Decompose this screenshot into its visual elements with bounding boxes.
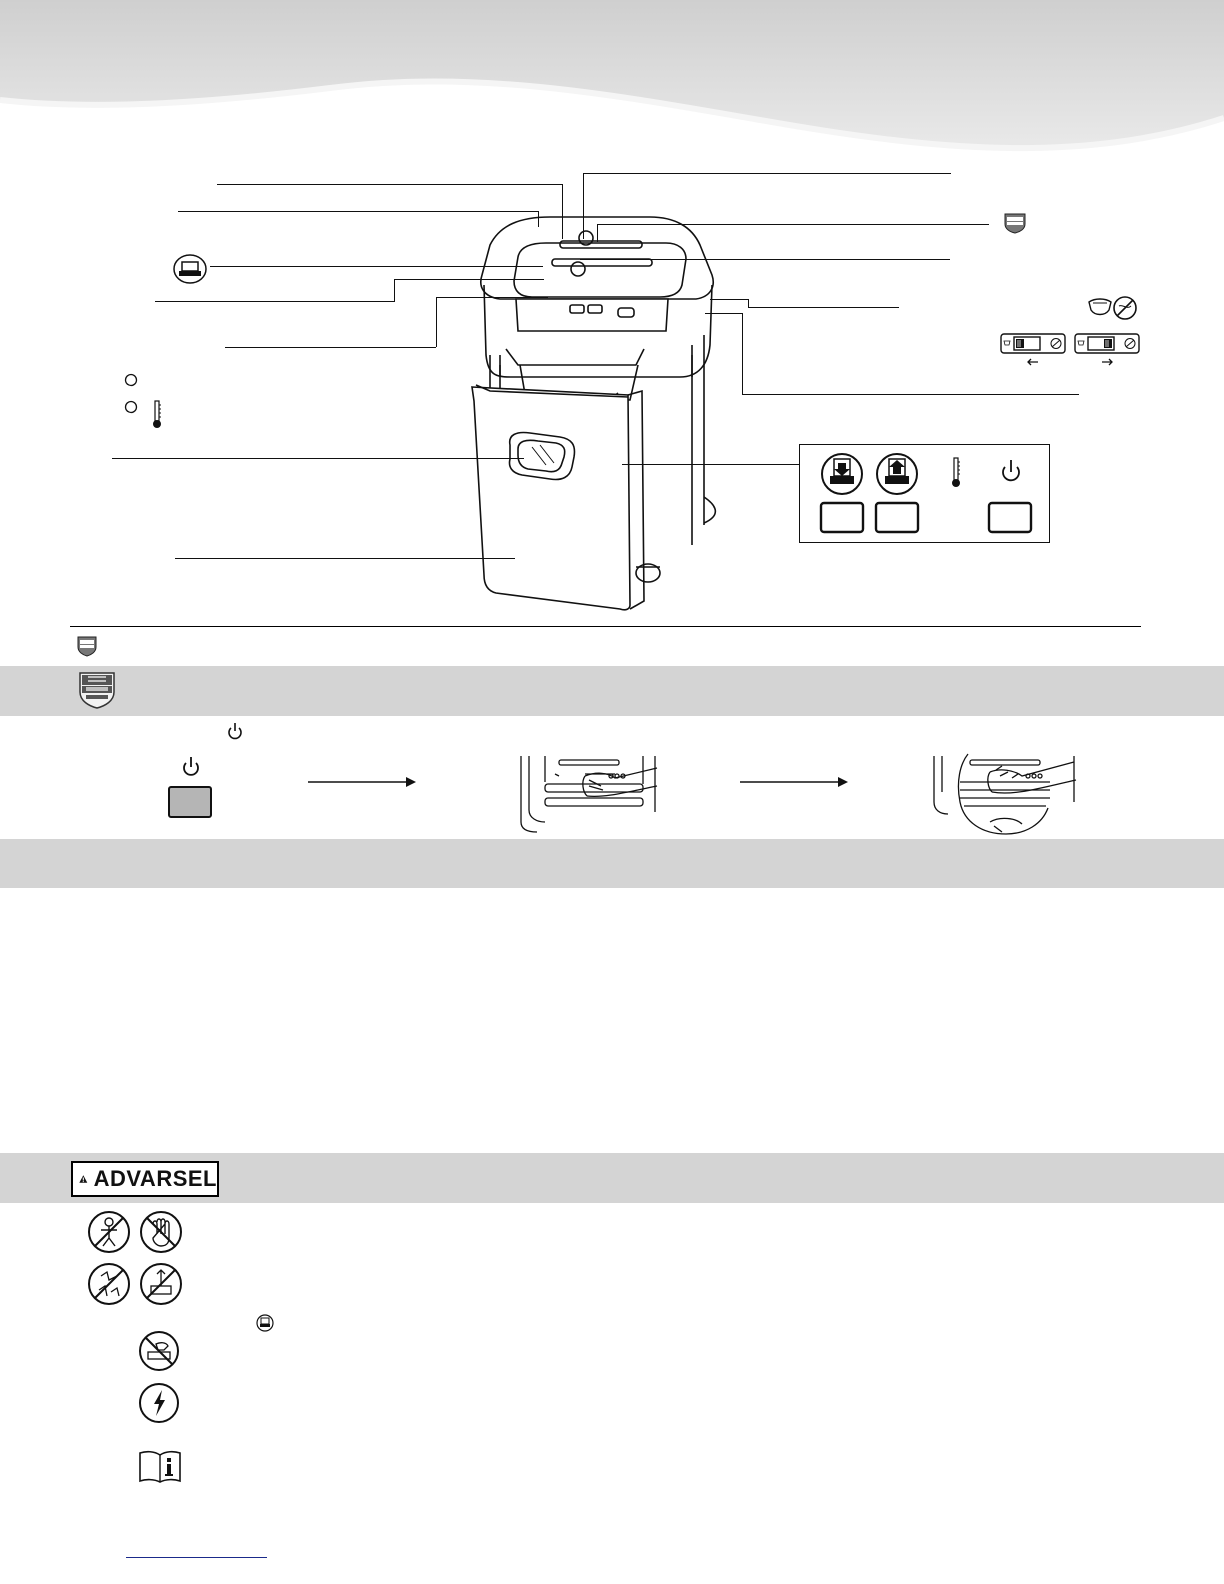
callout-line <box>748 307 899 308</box>
warning-triangle-icon <box>79 1166 88 1192</box>
callout-line <box>742 394 1079 395</box>
no-hands-icon <box>139 1210 183 1254</box>
no-spray-cleaner-icon <box>138 1330 180 1372</box>
safesense-switch-off-icon <box>1074 333 1140 369</box>
callout-line <box>112 458 524 459</box>
shredder-illustration <box>460 205 730 625</box>
callout-line <box>748 299 749 307</box>
paper-feed-icon <box>256 1314 274 1332</box>
electric-shock-icon <box>138 1382 180 1424</box>
callout-line <box>580 259 950 260</box>
callout-line <box>710 299 748 300</box>
power-button <box>168 786 212 818</box>
safesense-icon <box>1003 212 1027 234</box>
callout-line <box>394 279 544 280</box>
callout-line <box>175 558 515 559</box>
warning-label: ADVARSEL <box>93 1166 217 1191</box>
footnote-rule <box>126 1557 267 1558</box>
callout-line <box>622 464 800 465</box>
control-panel-diagram <box>800 445 1049 542</box>
callout-line <box>583 173 951 174</box>
overheat-indicator-icon <box>124 400 138 414</box>
thermometer-icon <box>151 400 163 430</box>
section-divider <box>70 626 1141 627</box>
safesense-switch-icon <box>1085 294 1139 324</box>
callout-line <box>155 301 395 302</box>
read-manual-icon <box>138 1449 182 1483</box>
no-loose-clothing-icon <box>87 1262 131 1306</box>
no-children-icon <box>87 1210 131 1254</box>
no-aerosol-icon <box>139 1262 183 1306</box>
hand-on-panel-illustration <box>515 752 661 834</box>
safesense-icon <box>76 635 98 657</box>
callout-line <box>394 279 395 301</box>
safesense-switch-on-icon <box>1000 333 1066 369</box>
section-header-band <box>0 666 1224 716</box>
status-indicator-icon <box>124 373 138 387</box>
callout-line <box>583 173 584 239</box>
hand-shredding-illustration <box>930 752 1078 836</box>
power-icon <box>227 722 243 740</box>
power-icon <box>181 756 201 778</box>
step-arrow <box>308 775 418 789</box>
callout-line <box>436 297 548 298</box>
callout-line <box>742 313 743 394</box>
step-arrow <box>740 775 850 789</box>
callout-line <box>210 266 543 267</box>
callout-line <box>597 224 989 225</box>
section-header-band <box>0 839 1224 888</box>
callout-line <box>597 224 598 242</box>
callout-line <box>436 297 437 347</box>
callout-line <box>538 211 539 227</box>
header-wave <box>0 0 1224 165</box>
warning-label-box <box>71 1161 219 1197</box>
safesense-logo <box>78 670 116 710</box>
callout-line <box>705 313 743 314</box>
callout-line <box>225 347 436 348</box>
paper-feed-icon <box>173 254 207 284</box>
callout-line <box>217 184 562 185</box>
callout-line <box>562 184 563 239</box>
callout-line <box>178 211 538 212</box>
